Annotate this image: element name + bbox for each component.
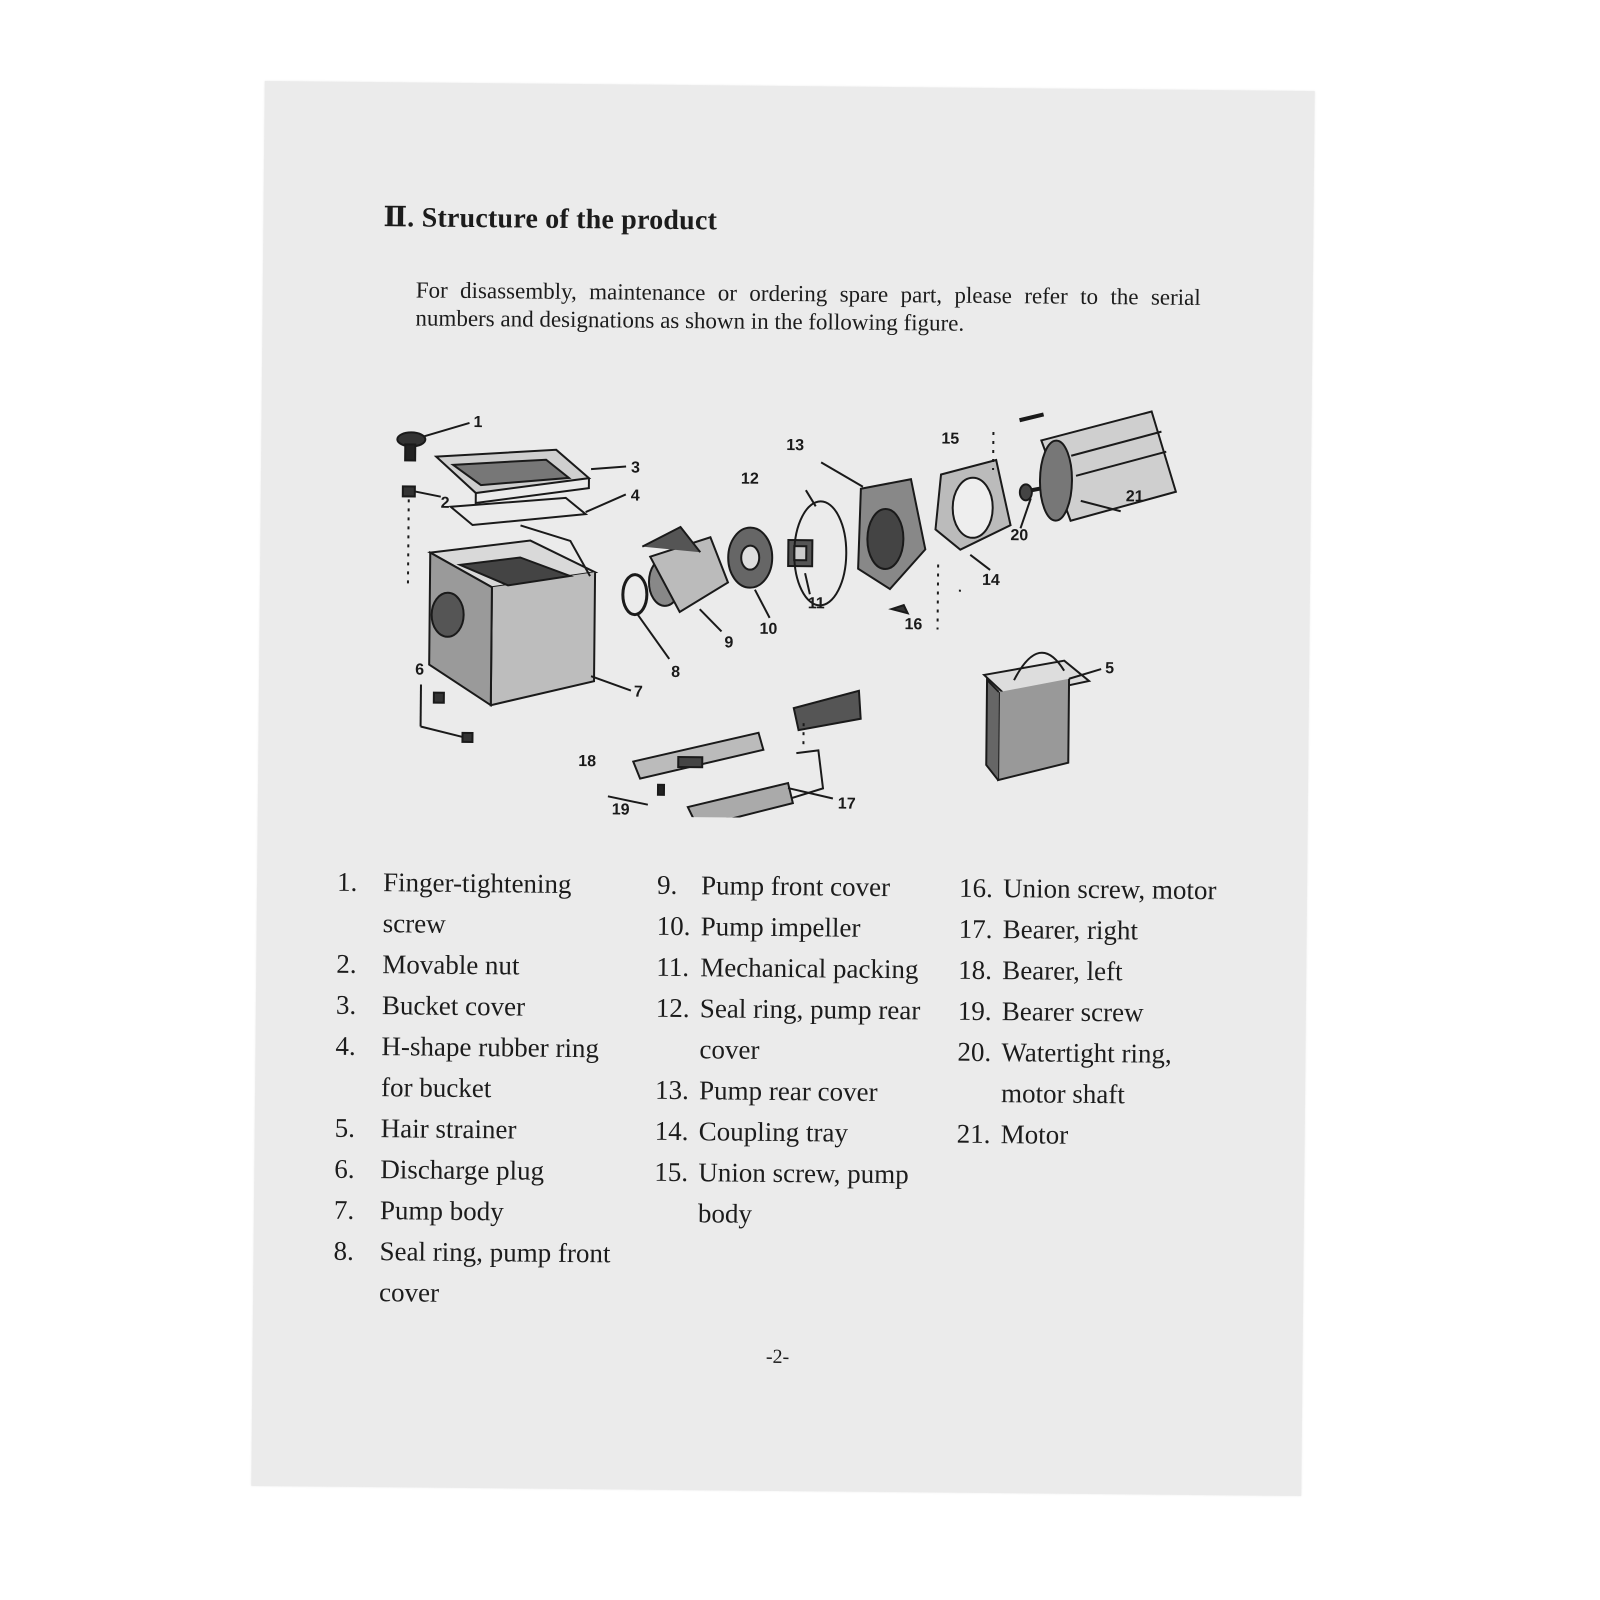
legend-column-1: [333, 862, 637, 1316]
legend-item: 9. Pump front cover: [656, 869, 891, 903]
figure-label-18: 18: [578, 753, 597, 771]
legend-item: 21. Motor: [956, 1118, 1069, 1150]
figure-label-15: 15: [941, 430, 960, 448]
legend-column-3: [956, 868, 1219, 1157]
part-bucket-cover: [436, 449, 590, 504]
legend-item: 8. Seal ring, pump front cover: [333, 1235, 611, 1308]
part-pump-front-cover: [642, 527, 729, 613]
legend-item: 2. Movable nut: [336, 948, 520, 981]
legend-item: 3. Bucket cover: [335, 989, 526, 1022]
figure-label-17: 17: [837, 795, 856, 813]
legend-item: 20. Watertight ring, motor shaft: [957, 1036, 1172, 1110]
figure-label-11: 11: [807, 595, 825, 613]
part-union-screw-body: [1020, 414, 1044, 420]
part-impeller: [728, 527, 773, 587]
page-number: -2-: [765, 1345, 790, 1369]
legend-item: 19. Bearer screw: [957, 995, 1144, 1028]
legend-item: 7. Pump body: [333, 1194, 504, 1227]
part-bearer-screw: [658, 785, 664, 795]
part-rubber-ring: [451, 497, 586, 526]
part-pump-body: [429, 525, 596, 707]
part-motor: [1031, 410, 1177, 521]
legend-item: 14. Coupling tray: [654, 1115, 849, 1148]
legend-item: 12. Seal ring, pump rear cover: [655, 992, 921, 1065]
figure-label-13: 13: [786, 437, 805, 455]
part-seal-ring-front: [623, 574, 647, 614]
legend-item: 4. H-shape rubber ring for bucket: [335, 1030, 600, 1104]
figure-label-12: 12: [740, 470, 759, 488]
part-hair-strainer: [983, 652, 1089, 781]
figure-label-21: 21: [1125, 488, 1144, 506]
figure-label-19: 19: [611, 801, 630, 819]
figure-label-2: 2: [440, 494, 450, 512]
figure-label-1: 1: [473, 414, 483, 432]
document-page: [251, 81, 1314, 1496]
intro-paragraph: For disassembly, maintenance or ordering spare part, please refer to the serial numbers and designations as shown in the following figure.: [415, 277, 1201, 336]
part-coupling-tray: [935, 459, 1012, 630]
figure-label-3: 3: [630, 459, 641, 477]
figure-label-4: 4: [630, 487, 640, 505]
figure-label-16: 16: [904, 616, 923, 634]
legend-item: 6. Discharge plug: [334, 1153, 545, 1186]
figure-label-7: 7: [633, 683, 643, 701]
exploded-view-diagram: [378, 374, 1202, 822]
legend-item: 1. Finger-tightening screw: [336, 866, 572, 939]
legend-item: 15. Union screw, pump body: [654, 1156, 909, 1229]
part-mechanical-packing: [788, 540, 812, 566]
figure-label-20: 20: [1010, 527, 1029, 545]
figure-label-10: 10: [759, 620, 778, 638]
legend-item: 13. Pump rear cover: [654, 1074, 878, 1107]
legend-item: 10. Pump impeller: [656, 910, 861, 943]
figure-label-5: 5: [1105, 660, 1115, 678]
part-union-screw-motor: [892, 605, 908, 613]
part-movable-nut: [403, 486, 415, 496]
section-heading: Ⅱ. Structure of the product: [383, 202, 718, 237]
legend-item: 18. Bearer, left: [958, 954, 1123, 987]
figure-label-14: 14: [981, 571, 1000, 590]
part-watertight-ring: [1020, 484, 1032, 500]
figure-label-9: 9: [724, 634, 734, 652]
legend-item: 16. Union screw, motor: [958, 872, 1217, 906]
part-finger-screw: [397, 432, 425, 460]
part-pump-rear-cover: [858, 479, 926, 590]
legend-item: 5. Hair strainer: [334, 1112, 517, 1145]
legend-item: 17. Bearer, right: [958, 913, 1139, 946]
legend-item: 11. Mechanical packing: [656, 951, 919, 985]
legend-column-2: [654, 865, 958, 1237]
figure-label-8: 8: [671, 663, 681, 682]
part-bearer-left: [633, 732, 763, 780]
part-discharge-plug: [420, 685, 473, 742]
figure-label-6: 6: [415, 661, 425, 679]
